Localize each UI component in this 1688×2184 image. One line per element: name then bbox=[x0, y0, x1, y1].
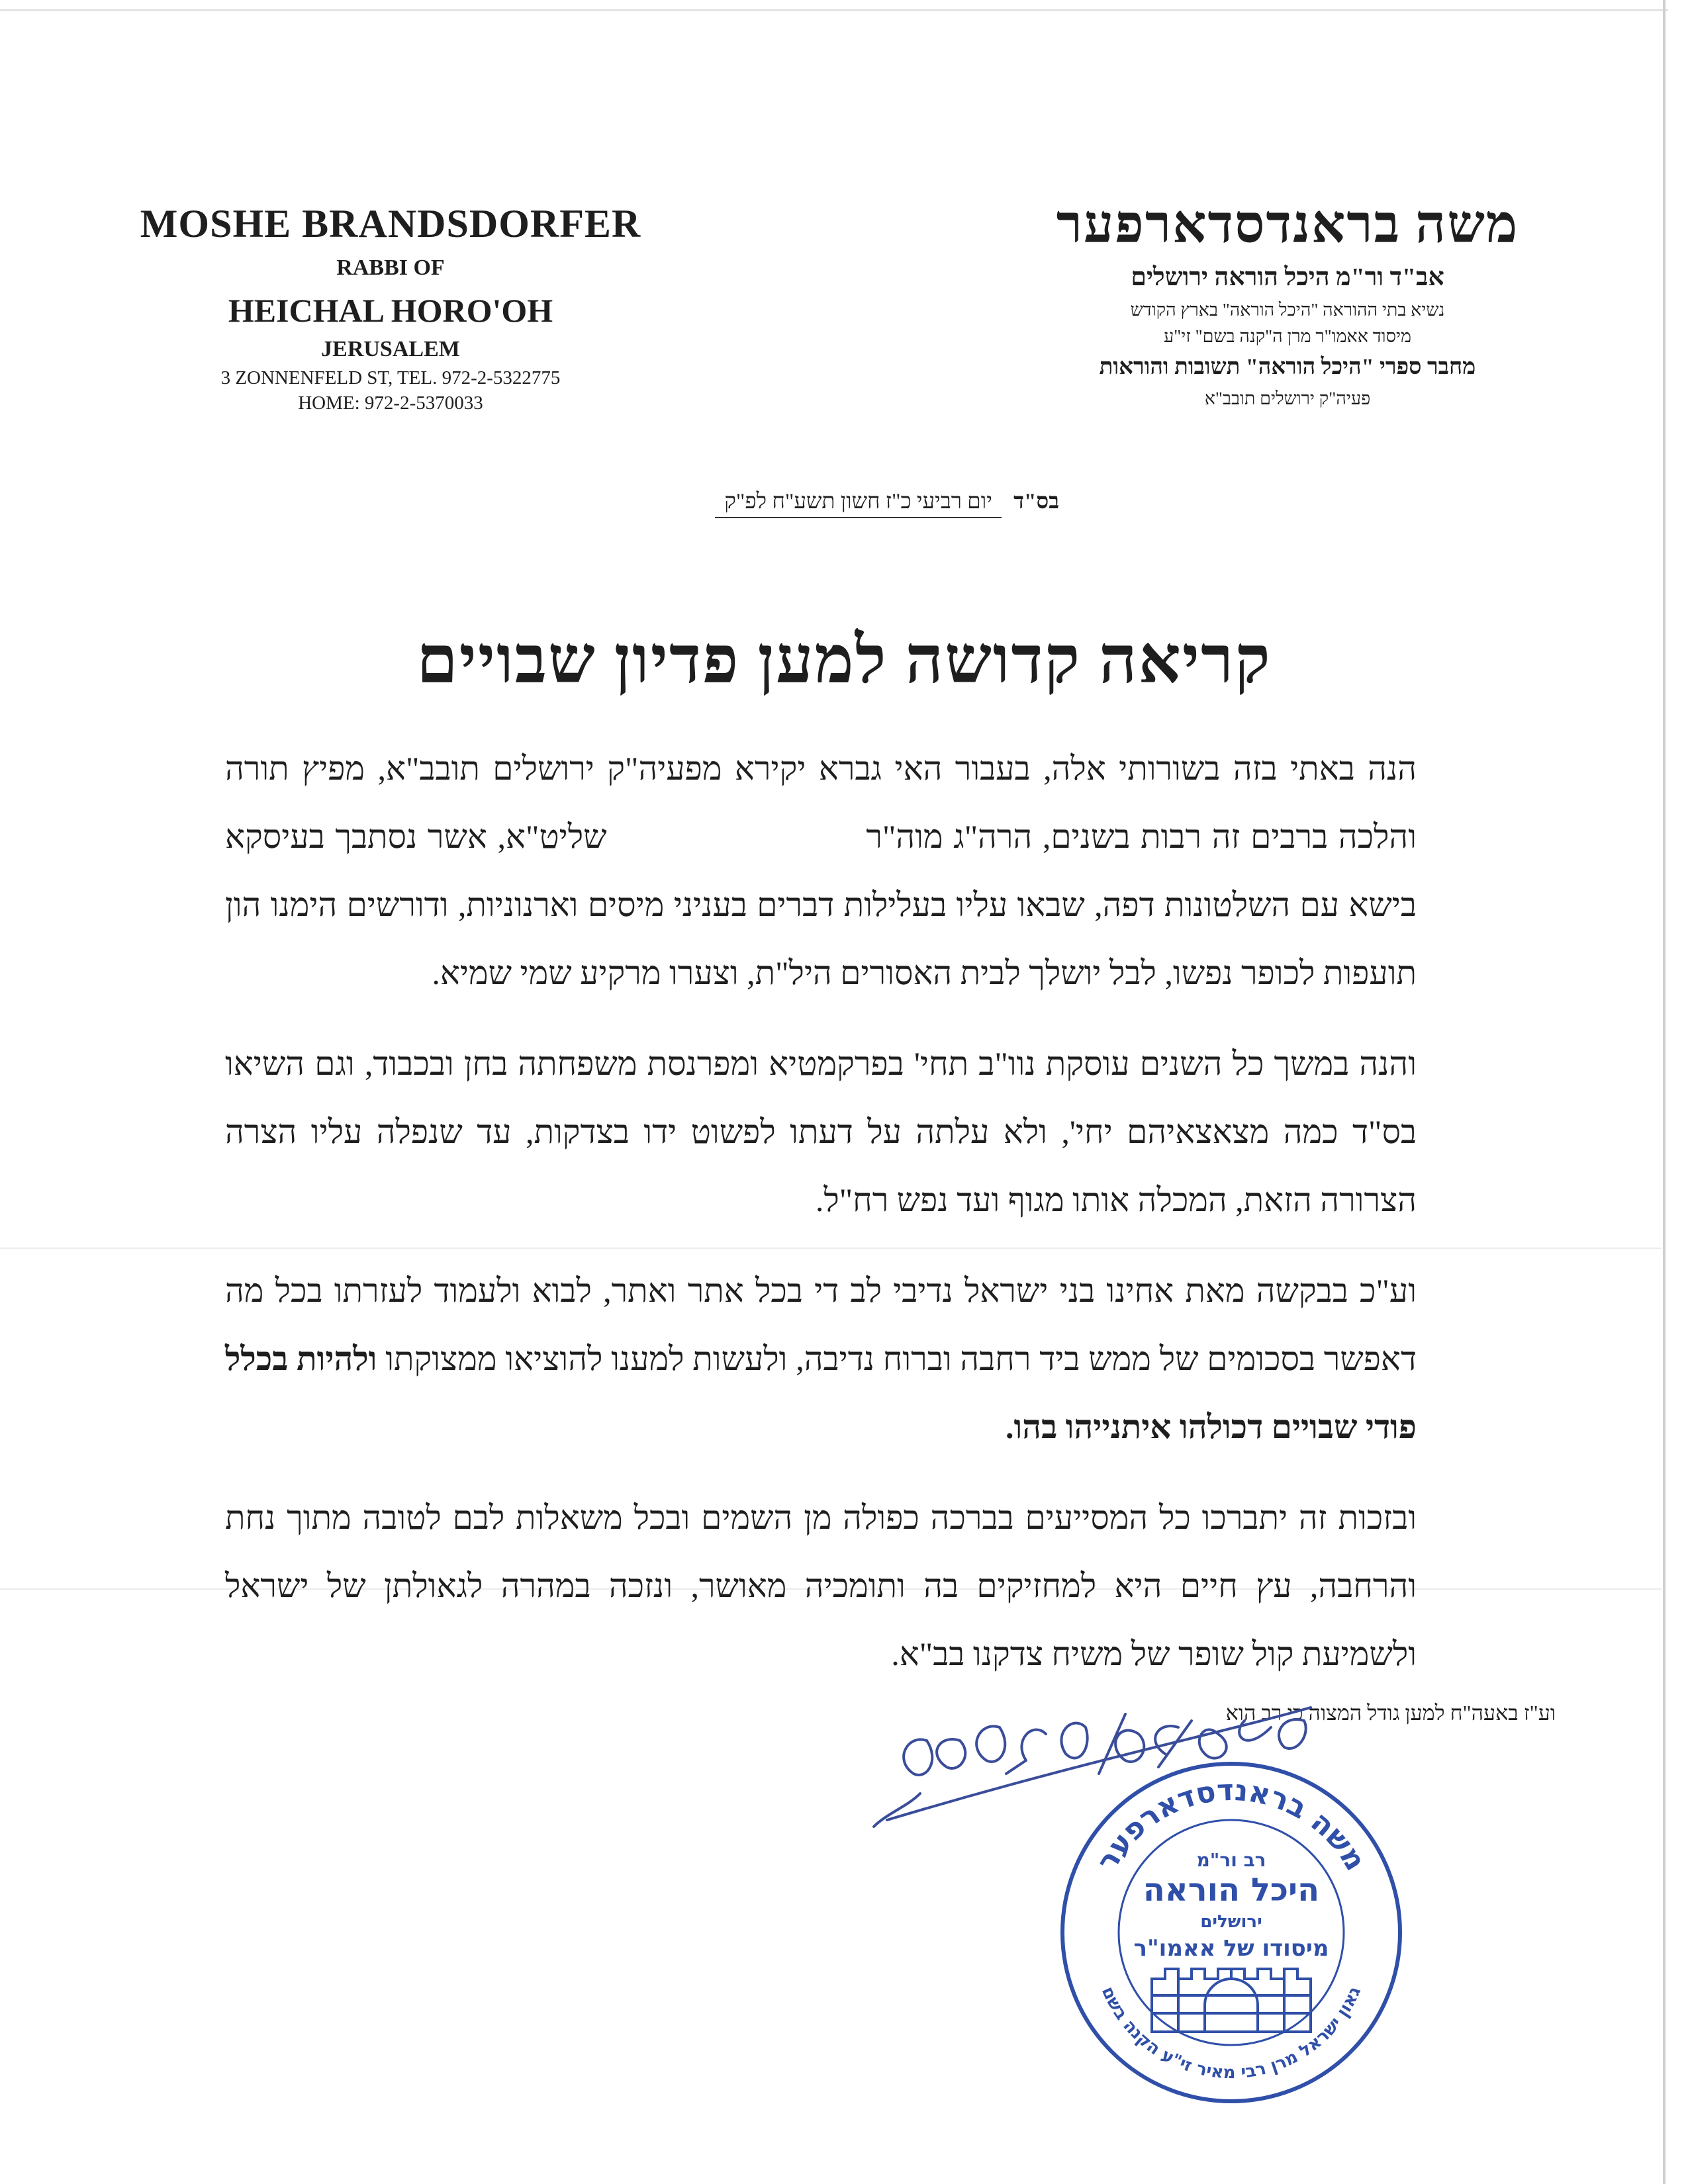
svg-text:גאון ישראל מרן רבי מאיר זי"ע ה bbox=[1098, 1983, 1365, 2083]
city-en: JERUSALEM bbox=[321, 337, 460, 361]
home-phone: HOME: 972-2-5370033 bbox=[298, 392, 483, 414]
rabbi-name-en: MOSHE BRANDSDORFER bbox=[140, 202, 641, 246]
address: 3 ZONNENFELD ST, TEL. 972-2-5322775 bbox=[220, 367, 561, 388]
body-text: וע"כ בבקשה מאת אחינו בני ישראל נדיבי לב די בכל אתר ואתר, לבוא ולעמוד לעזרתו בכל מה דאפשר בסכומים של ממש ביד רחבה וברוח נדיבה, ולעשות למענו להוציאו ממצוקתו bbox=[225, 1272, 1417, 1377]
stamp-line: מיסודו של אאמו"ר bbox=[1133, 1935, 1329, 1962]
rabbi-name-he: משה בראנדסדארפער bbox=[1056, 196, 1519, 254]
organization-en: HEICHAL HORO'OH bbox=[228, 292, 553, 329]
letterhead-line: פעיה"ק ירושלים תובב"א bbox=[1204, 388, 1371, 408]
body-emphasis: ולהיות בכלל פודי שבויים דכולהו איתנייהו בהו. bbox=[225, 1340, 1417, 1445]
page-edge bbox=[0, 9, 1668, 11]
body-paragraph bbox=[225, 1257, 1417, 1461]
letterhead-line: נשיא בתי ההוראה "היכל הוראה" בארץ הקודש bbox=[1130, 300, 1445, 320]
page-edge bbox=[1663, 0, 1665, 2184]
letter-body bbox=[216, 735, 1417, 1711]
letterhead-line: מיסוד אאמו"ר מרן ה"קנה בשם" זי"ע bbox=[1163, 326, 1412, 346]
letterhead-hebrew bbox=[1013, 192, 1562, 412]
rabbi-of: RABBI OF bbox=[336, 255, 445, 280]
letter-date: יום רביעי כ"ז חשון תשע"ח לפ"ק bbox=[715, 490, 1002, 518]
body-paragraph: והנה במשך כל השנים עוסקת נוו"ב תחי' בפרקמטיא ומפרנסת משפחתה בחן ובכבוד, וגם השיאו בס"ד כמה מצאצאיהם יחי', ולא עלתה על דעתו לפשוט ידו בצדקות, עד שנפלה עליו הצרה הצרורה הזאת, המכלה אותו מגוף ועד נפש רח"ל. bbox=[225, 1045, 1417, 1218]
letter-title: קריאה קדושה למען פדיון שבויים bbox=[416, 623, 1272, 697]
rabbi-title-he: אב"ד ור"מ היכל הוראה ירושלים bbox=[1131, 263, 1444, 291]
stamp-line: היכל הוראה bbox=[1143, 1872, 1320, 1909]
letterhead-english bbox=[132, 199, 649, 416]
stamp-line: ירושלים bbox=[1200, 1912, 1262, 1932]
rabbinical-stamp bbox=[1053, 1754, 1410, 2111]
bsd-mark: בס"ד bbox=[1013, 490, 1059, 514]
body-paragraph: ובזכות זה יתברכו כל המסייעים בברכה כפולה מן השמים ובכל משאלות לבם לטובה מתוך נחת והרחבה, עץ חיים היא למחזיקים בה ותומכיה מאושר, ונזכה במהרה לגאולתן של ישראל ולשמיעת קול שופר של משיח צדקנו בב"א. bbox=[225, 1499, 1417, 1672]
date-line bbox=[596, 490, 1059, 518]
body-paragraph: הנה באתי בזה בשורותי אלה, בעבור האי גברא יקירא מפעיה"ק ירושלים תובב"א, מפיץ תורה והלכה ברבים זה רבות בשנים, הרה"ג מוה"ר שליט"א, אשר נסתבך בעיסקא בישא עם השלטונות דפה, שבאו עליו בעלילות דברים בעניני מיסים וארנוניות, ודורשים הימנו הון תועפות לכופר נפשו, לבל יושלך לבית האסורים היל"ת, וצערו מרקיע שמי שמיא. bbox=[216, 750, 1417, 991]
letterhead-line: מחבר ספרי "היכל הוראה" תשובות והוראות bbox=[1099, 355, 1476, 379]
stamp-line: רב ור"מ bbox=[1196, 1849, 1266, 1871]
stamp-outer-bottom: גאון ישראל מרן רבי מאיר זי"ע הקנה בשם bbox=[1097, 1983, 1366, 2083]
closing-line: וע"ז באעה"ח למען גודל המצוה כי רב הוא bbox=[1225, 1701, 1556, 1725]
stamp-outer-text: משה בראנדסדארפער bbox=[1090, 1773, 1373, 1877]
